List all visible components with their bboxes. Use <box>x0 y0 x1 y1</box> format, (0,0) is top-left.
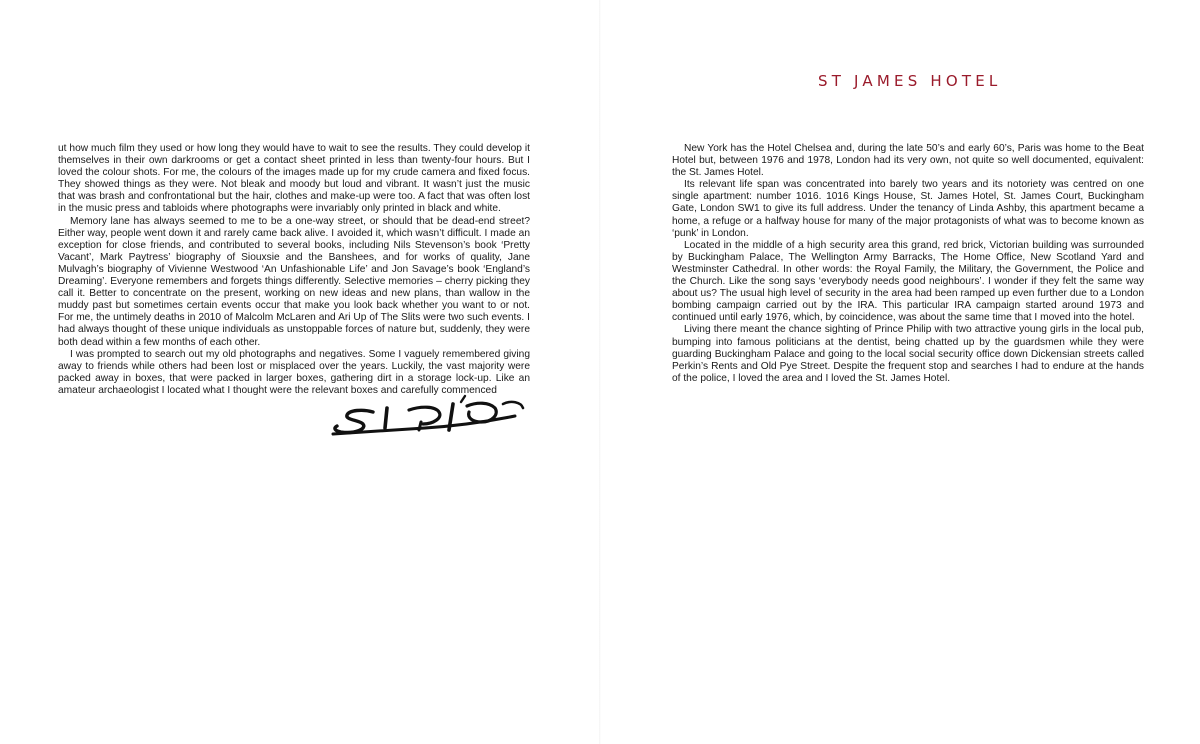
right-paragraph-3: Located in the middle of a high security area this grand, red brick, Victorian building was surrounded by Buckingham Palace, The Wellington Army Barracks, The Home Office, New Scotland Yard and Westminster Cathedral. In other words: the Royal Family, the Military, the Government, the Police and the Church. Like the song says ‘everybody needs good neighbours’. I wonder if they felt the same way about us? The usual high level of security in the area had been ramped up even further due to a London bombing campaign carried out by the IRA. This particular IRA campaign started around 1973 and continued until early 1976, which, by coincidence, was about the same time that I moved into the hotel. <box>672 239 1144 324</box>
left-paragraph-2: Memory lane has always seemed to me to be a one-way street, or should that be dead-end street? Either way, people went down it and rarely came back alive. I avoided it, which wasn’t difficult. I made an exception for close friends, and contributed to several books, including Nils Stevenson’s book ‘Pretty Vacant’, Mark Paytress’ biography of Siouxsie and the Banshees, and for works of quality, Jane Mulvagh’s biography of Vivienne Westwood ‘An Unfashionable Life’ and Jon Savage’s book ‘England’s Dreaming’. Everyone remembers and forgets things differently. Selective memories – cherry picking they call it. Better to concentrate on the present, working on new ideas and new plans, than wallow in the muddy past but sometimes certain events occur that make you look back whether you want to or not. For me, the untimely deaths in 2010 of Malcolm McLaren and Ari Up of The Slits were two such events. I had always thought of these unique individuals as unstoppable forces of nature but, suddenly, they were both dead within a few months of each other. <box>58 215 530 348</box>
left-paragraph-3: I was prompted to search out my old photographs and negatives. Some I vaguely remembered giving away to friends while others had been lost or misplaced over the years. Luckily, the vast majority were packed away in boxes, that were packed in larger boxes, gathering dirt in a storage lock-up. Like an amateur archaeologist I located what I thought were the relevant boxes and carefully commenced <box>58 348 530 396</box>
right-paragraph-1: New York has the Hotel Chelsea and, during the late 50’s and early 60’s, Paris was home to the Beat Hotel but, between 1976 and 1978, London had its very own, not quite so well documented, equivalent: the St. James Hotel. <box>672 143 1144 179</box>
left-page-body <box>58 143 530 397</box>
section-title: ST JAMES HOTEL <box>818 72 1002 90</box>
handwritten-signature <box>325 382 535 442</box>
left-paragraph-1: ut how much film they used or how long they would have to wait to see the results. They could develop it themselves in their own darkrooms or get a contact sheet printed in less than twenty-four hours. But I loved the colour shots. For me, the colours of the images made up for my crude camera and fixed focus. They showed things as they were. Not bleak and moody but loud and vibrant. It wasn’t just the music that was brash and confrontational but the hair, clothes and make-up were too. A fact that was often lost in the music press and tabloids where photographs were invariably only printed in black and white. <box>58 143 530 215</box>
right-paragraph-4: Living there meant the chance sighting of Prince Philip with two attractive young girls in the local pub, bumping into famous politicians at the dentist, being chatted up by the guardsmen while they were guarding Buckingham Palace and going to the local social security office down Dickensian streets called Perkin’s Rents and Old Pye Street. Despite the frequent stop and searches I had to endure at the hands of the police, I loved the area and I loved the St. James Hotel. <box>672 324 1144 384</box>
right-page-body <box>672 143 1144 385</box>
right-paragraph-2: Its relevant life span was concentrated into barely two years and its notoriety was centred on one single apartment: number 1016. 1016 Kings House, St. James Hotel, St. James Court, Buckingham Gate, London SW1 to give its full address. Under the tenancy of Linda Ashby, this apartment became a home, a refuge or a halfway house for many of the major protagonists of what was to become known as ‘punk’ in London. <box>672 179 1144 239</box>
